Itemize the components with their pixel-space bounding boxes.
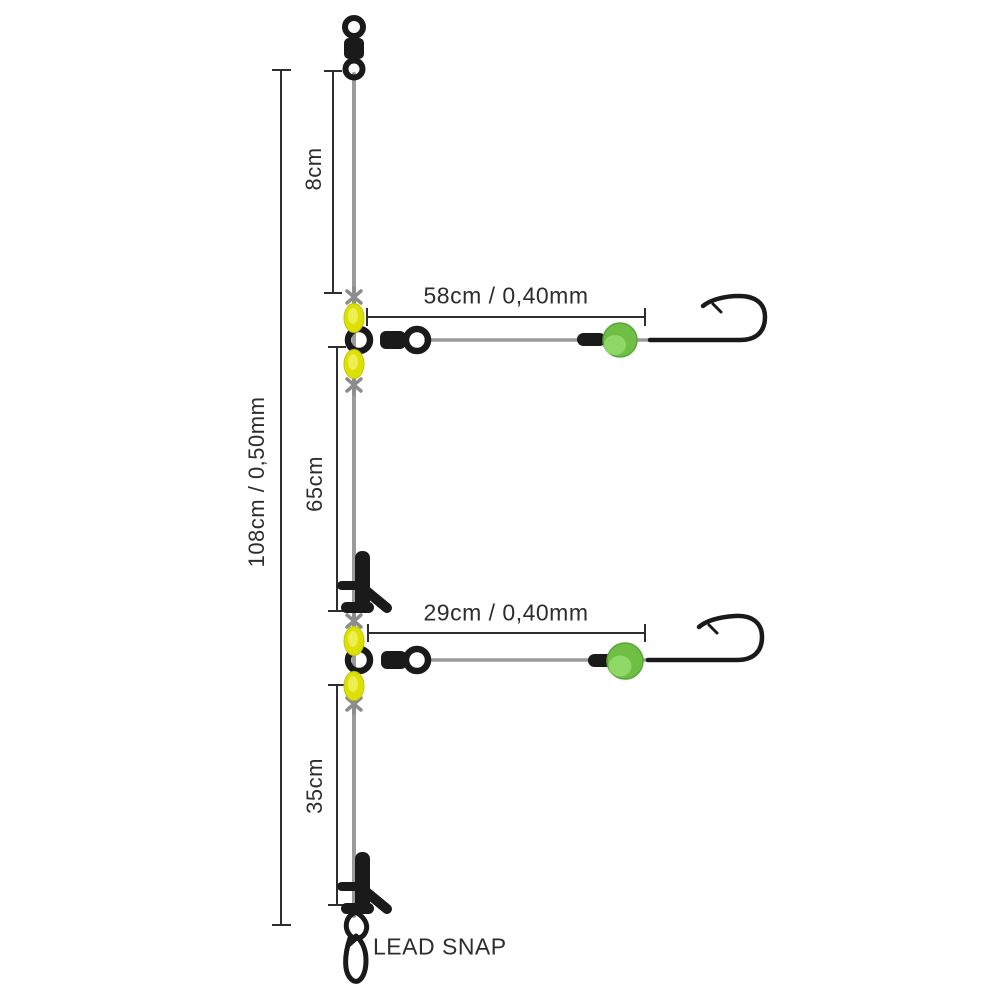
swivel-barrel [380,331,406,349]
dim-35cm-line [328,685,346,905]
swivel-eye-icon [345,18,363,36]
dim-8cm-line [324,71,342,293]
bead-highlight [348,631,358,647]
green-bead-highlights [604,335,632,677]
hook-icon [648,616,762,660]
label-bottom-offset: 35cm [302,758,327,814]
bait-clip-upper-icon [337,551,387,613]
green-beads [603,323,643,679]
swivel-eye-icon [346,61,363,78]
hook-barb [709,625,717,633]
lead-snap-icon [346,912,367,981]
bait-clip-lower-icon [337,852,387,914]
bead-highlight [348,308,358,324]
mono-lines [354,74,652,916]
label-total-length: 108cm / 0,50mm [244,396,269,568]
hooks [648,296,765,660]
crimp-icon [577,333,606,346]
dim-65cm-line [328,347,346,611]
clip-foot [341,602,374,613]
bead-highlight [348,354,358,370]
top-swivel-icon [344,18,364,78]
hook-icon [650,296,765,340]
label-top-offset: 8cm [301,147,326,191]
swivel-barrel [344,38,364,59]
bead-highlight [609,656,632,677]
dim-29cm-line [368,624,645,642]
dimension-lines [272,70,645,925]
dim-58cm-line [367,308,645,326]
label-lower-snood: 29cm / 0,40mm [423,599,589,626]
swivel-eye-icon [406,649,428,671]
upper-snood-swivel-icon [348,329,428,351]
dim-total-length-line [272,70,291,925]
label-lead-snap: LEAD SNAP [373,933,507,960]
bead-highlight [348,676,358,692]
bead-highlight [604,335,626,355]
label-middle-offset: 65cm [302,456,327,512]
hook-barb [713,304,721,312]
label-upper-snood: 58cm / 0,40mm [423,282,589,309]
